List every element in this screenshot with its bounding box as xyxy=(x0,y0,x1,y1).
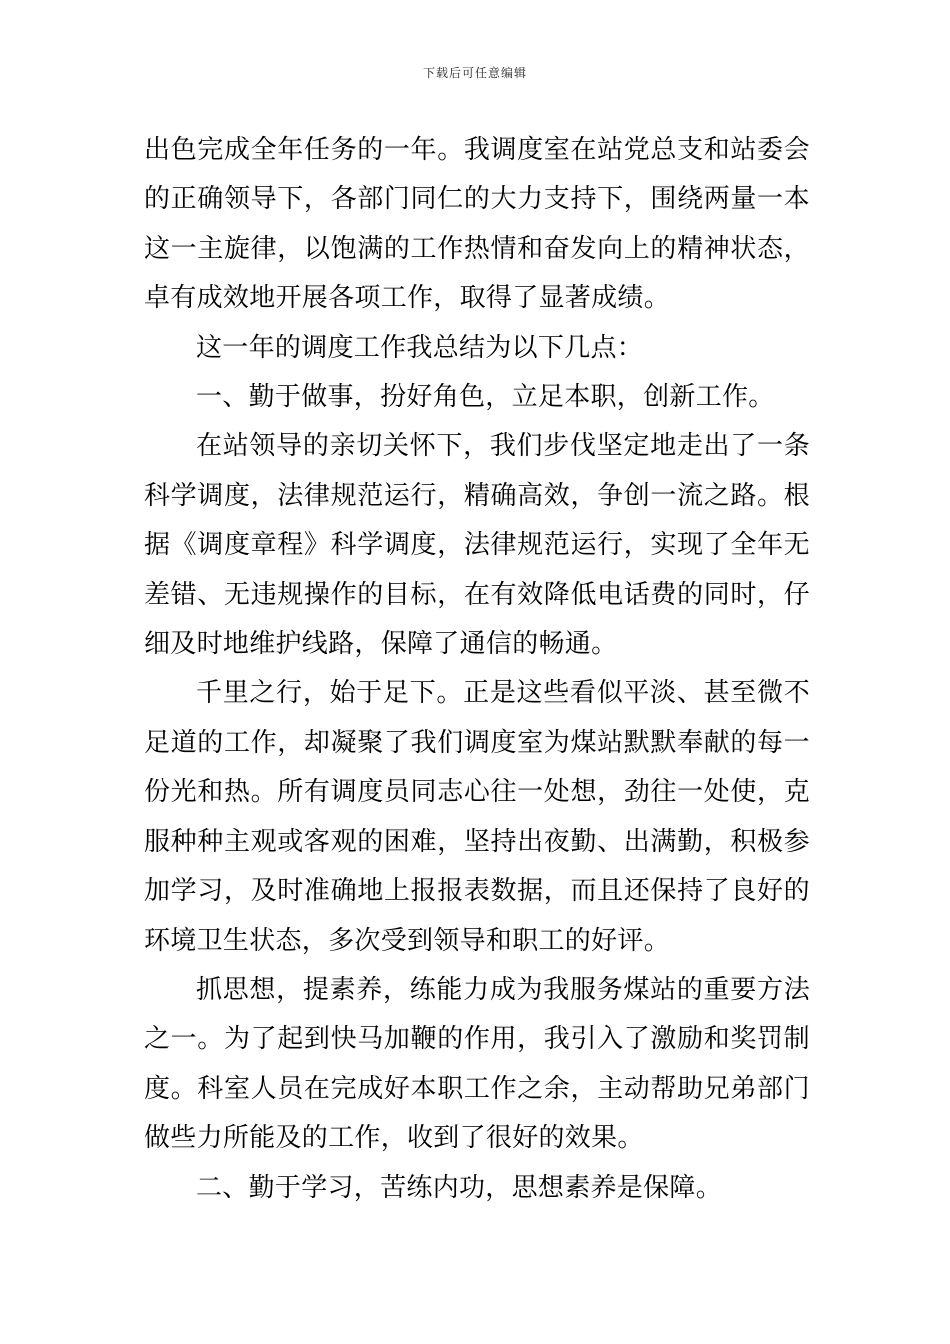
section-heading-one: 一、勤于做事，扮好角色，立足本职，创新工作。 xyxy=(196,382,775,413)
paragraph-dispatch-work: 在站领导的亲切关怀下，我们步伐坚定地走出了一条科学调度，法律规范运行，精确高效，争创一流之路。根据《调度章程》科学调度，法律规范运行，实现了全年无差错、无违规操作的目标，在有效降低电话费的同时，仔细及时地维护线路，保障了通信的畅通。 xyxy=(144,431,810,660)
paragraph-continued: 出色完成全年任务的一年。我调度室在站党总支和站委会的正确领导下，各部门同仁的大力支持下，围绕两量一本这一主旋律，以饱满的工作热情和奋发向上的精神状态，卓有成效地开展各项工作，取得了显著成绩。 xyxy=(144,135,810,314)
section-heading-two: 二、勤于学习，苦练内功，思想素养是保障。 xyxy=(196,1172,723,1203)
paragraph-summary-intro: 这一年的调度工作我总结为以下几点： xyxy=(196,332,644,363)
header-note: 下载后可任意编辑 xyxy=(422,66,527,80)
paragraph-incentives: 抓思想，提素养，练能力成为我服务煤站的重要方法之一。为了起到快马加鞭的作用，我引入了激励和奖罚制度。科室人员在完成好本职工作之余，主动帮助兄弟部门做些力所能及的工作，收到了很好的效果。 xyxy=(144,974,810,1154)
document-body xyxy=(144,126,810,1213)
paragraph-team-effort: 千里之行，始于足下。正是这些看似平淡、甚至微不足道的工作，却凝聚了我们调度室为煤站默默奉献的每一份光和热。所有调度员同志心往一处想，劲往一处使，克服种种主观或客观的困难，坚持出夜勤、出满勤，积极参加学习，及时准确地上报报表数据，而且还保持了良好的环境卫生状态，多次受到领导和职工的好评。 xyxy=(144,678,810,956)
